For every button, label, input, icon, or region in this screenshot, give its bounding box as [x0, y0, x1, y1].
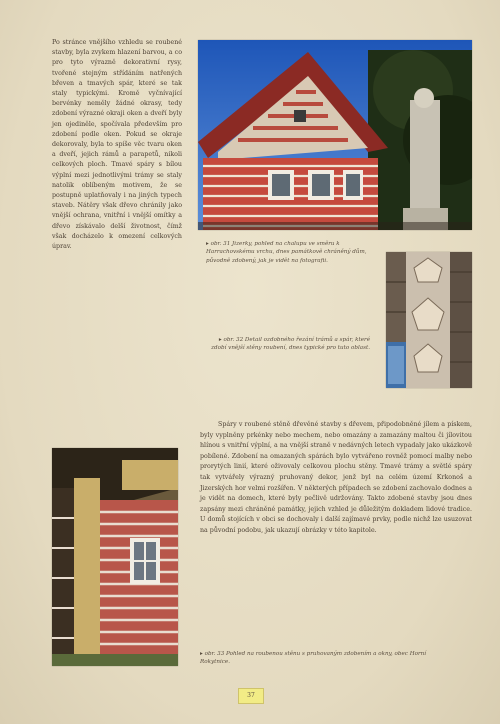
left-column-text: Po stránce vnějšího vzhledu se roubené stavby, byla zvykem hlazení barvou, a co pro tyto výrazně dekorativní rysy, tvořené stejným střídáním natřených břeven a tmavých spár, které se tak staly typickými. Kromě vyčnívající bervénky neměly žádné okrasy, tedy zdobení výrazné okraji oken a dveří byly jen ojediněle, spočívala především pro zdobení podle oken. Pokud se okraje dekorovaly, byla to spíše věc tvaru oken a dveří, jejich rámů a parapetů, nikoli celkových ploch. Tmavé spáry s bílou výplní mezi jednotlivými trámy se staly natolik oblíbeným motivem, že se postupně uplatňovaly i na jiných typech staveb. Nátěry však dřevo chránily jako vnější ochrana, vnitřní i vnější omítky a dřevo získávalo delší životnost, čímž však docházelo k omezení celkových úprav.	[52, 39, 182, 251]
caption-bottom: ▸ obr. 33 Pohled na roubenou stěnu s pruhovaným zdobením a okny, obec Horní Rokytnice.	[200, 651, 427, 666]
photo-striped-house	[198, 40, 472, 230]
caption-top: ▸ obr. 31 Jizerky, pohled na chalupu ve směru k Harrachovskému vrchu, dnes památkově chráněný dům, původně zdobený, jak je vidět na fotografii.	[206, 241, 367, 264]
body-text: Spáry v roubené stěně dřevěné stavby s dřevem, připodobněné jílem a pískem, byly vyplněny prkénky nebo mechem, nebo omazány a zamazány maltou či jílovitou hlínou s vnitřní výplní, a na vnější straně v nedávných letech vypadaly jako ukázkově pobílené. Zdobení na omazaných spárách bylo vytvářeno rovněž pomocí malby nebo prorytých linií, které oživovaly celkovou plochu stěny. Tmavé trámy a světlé spáry tak vytvářely výrazný pruhovaný dekor, jenž byl na celém území Krkonoš a Jizerských hor velmi rozšířen. V některých případech se zdobení zachovalo dodnes a je vidět na domech, které byly pečlivě udržovány. Takto zdobené stavby jsou dnes zapsány mezi chráněné památky, jejich vzhled je důležitým dokladem lidové tradice. U domů stojících v obci se dochovaly i další zajímavé prvky, podle nichž lze usuzovat na původní podobu, jak ukazují obrázky v této kapitole.	[200, 421, 472, 534]
photo-striped-wall	[52, 448, 178, 666]
page-number: 37	[238, 688, 264, 704]
caption-middle: ▸ obr. 32 Detail ozdobného řezání trámů a spár, které zdobí vnější stěny roubení, dnes typické pro tuto oblast.	[211, 337, 370, 352]
photo-carving-detail	[386, 252, 472, 388]
